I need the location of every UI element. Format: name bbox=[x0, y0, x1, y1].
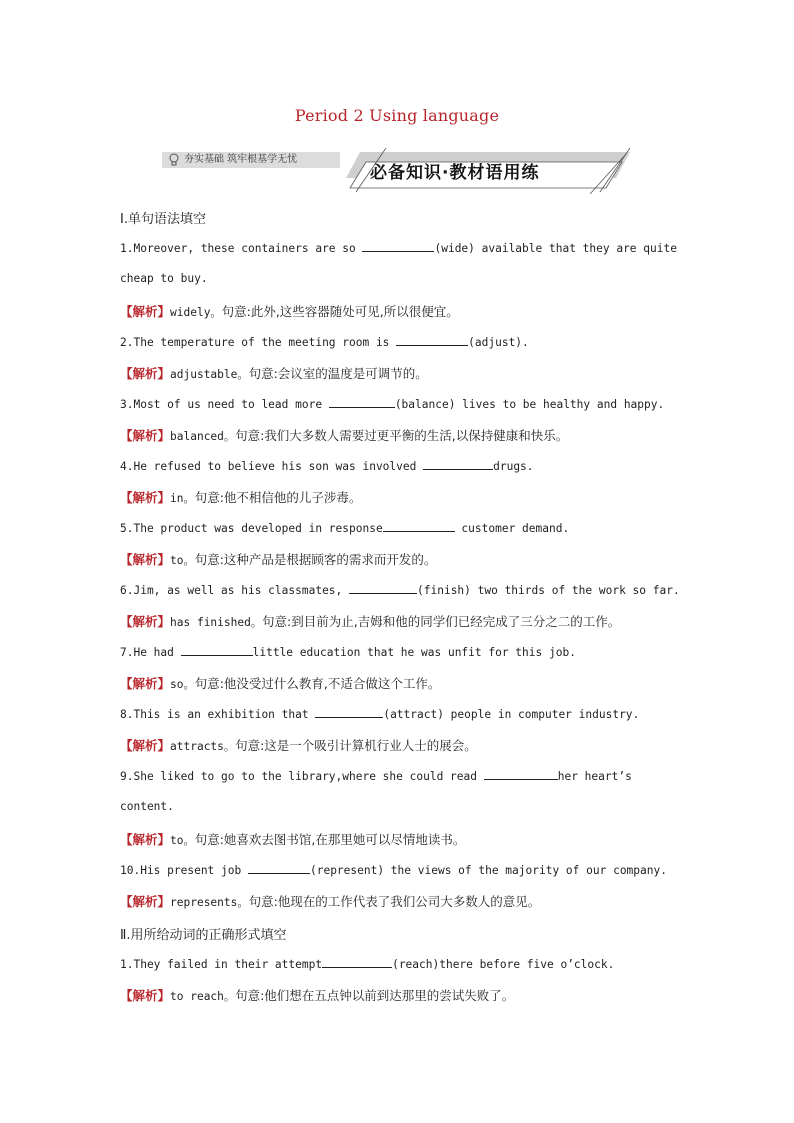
answer-blank bbox=[181, 644, 253, 656]
question-2: 2.The temperature of the meeting room is (adjust). bbox=[120, 336, 529, 349]
answer-10: 【解析】represents。句意:他现在的工作代表了我们公司大多数人的意见。 bbox=[120, 894, 541, 909]
question-1-continued: cheap to buy. bbox=[120, 272, 208, 285]
answer-blank bbox=[315, 706, 383, 718]
answer-7: 【解析】so。句意:他没受过什么教育,不适合做这个工作。 bbox=[120, 676, 441, 691]
question-4: 4.He refused to believe his son was involved drugs. bbox=[120, 460, 534, 473]
question-II-1: 1.They failed in their attempt (reach)there before five o’clock. bbox=[120, 958, 615, 971]
answer-2: 【解析】adjustable。句意:会议室的温度是可调节的。 bbox=[120, 366, 428, 381]
answer-blank bbox=[362, 240, 434, 252]
banner-left-text: 夯实基础 筑牢根基学无忧 bbox=[184, 154, 298, 165]
answer-blank bbox=[383, 520, 455, 532]
answer-blank bbox=[322, 956, 392, 968]
answer-4: 【解析】in。句意:他不相信他的儿子涉毒。 bbox=[120, 490, 362, 505]
question-6: 6.Jim, as well as his classmates, (finish) two thirds of the work so far. bbox=[120, 584, 680, 597]
question-8: 8.This is an exhibition that (attract) people in computer industry. bbox=[120, 708, 640, 721]
question-5: 5.The product was developed in response customer demand. bbox=[120, 522, 570, 535]
lightbulb-icon bbox=[168, 153, 180, 167]
answer-blank bbox=[329, 396, 395, 408]
question-1: 1.Moreover, these containers are so (wide) available that they are quite bbox=[120, 242, 677, 255]
answer-6: 【解析】has finished。句意:到目前为止,吉姆和他的同学们已经完成了三分之二的工作。 bbox=[120, 614, 621, 629]
answer-1: 【解析】widely。句意:此外,这些容器随处可见,所以很便宜。 bbox=[120, 304, 459, 319]
section-banner bbox=[160, 148, 630, 194]
answer-II-1: 【解析】to reach。句意:他们想在五点钟以前到达那里的尝试失败了。 bbox=[120, 988, 515, 1003]
banner-right-text: 必备知识·教材语用练 bbox=[370, 163, 540, 183]
question-9-continued: content. bbox=[120, 800, 174, 813]
section-heading-1: Ⅰ.单句语法填空 bbox=[120, 212, 206, 227]
question-3: 3.Most of us need to lead more (balance) lives to be healthy and happy. bbox=[120, 398, 665, 411]
banner-left-label bbox=[162, 152, 340, 168]
answer-8: 【解析】attracts。句意:这是一个吸引计算机行业人士的展会。 bbox=[120, 738, 477, 753]
answer-3: 【解析】balanced。句意:我们大多数人需要过更平衡的生活,以保持健康和快乐。 bbox=[120, 428, 569, 443]
section-heading-2: Ⅱ.用所给动词的正确形式填空 bbox=[120, 928, 287, 943]
answer-blank bbox=[484, 768, 558, 780]
page-title: Period 2 Using language bbox=[294, 106, 500, 125]
answer-blank bbox=[423, 458, 493, 470]
question-9: 9.She liked to go to the library,where she could read her heart’s bbox=[120, 770, 632, 783]
answer-5: 【解析】to。句意:这种产品是根据顾客的需求而开发的。 bbox=[120, 552, 437, 567]
answer-blank bbox=[396, 334, 468, 346]
answer-9: 【解析】to。句意:她喜欢去图书馆,在那里她可以尽情地读书。 bbox=[120, 832, 466, 847]
question-7: 7.He had little education that he was unfit for this job. bbox=[120, 646, 576, 659]
question-10: 10.His present job (represent) the views of the majority of our company. bbox=[120, 864, 667, 877]
answer-blank bbox=[349, 582, 417, 594]
answer-blank bbox=[248, 862, 310, 874]
